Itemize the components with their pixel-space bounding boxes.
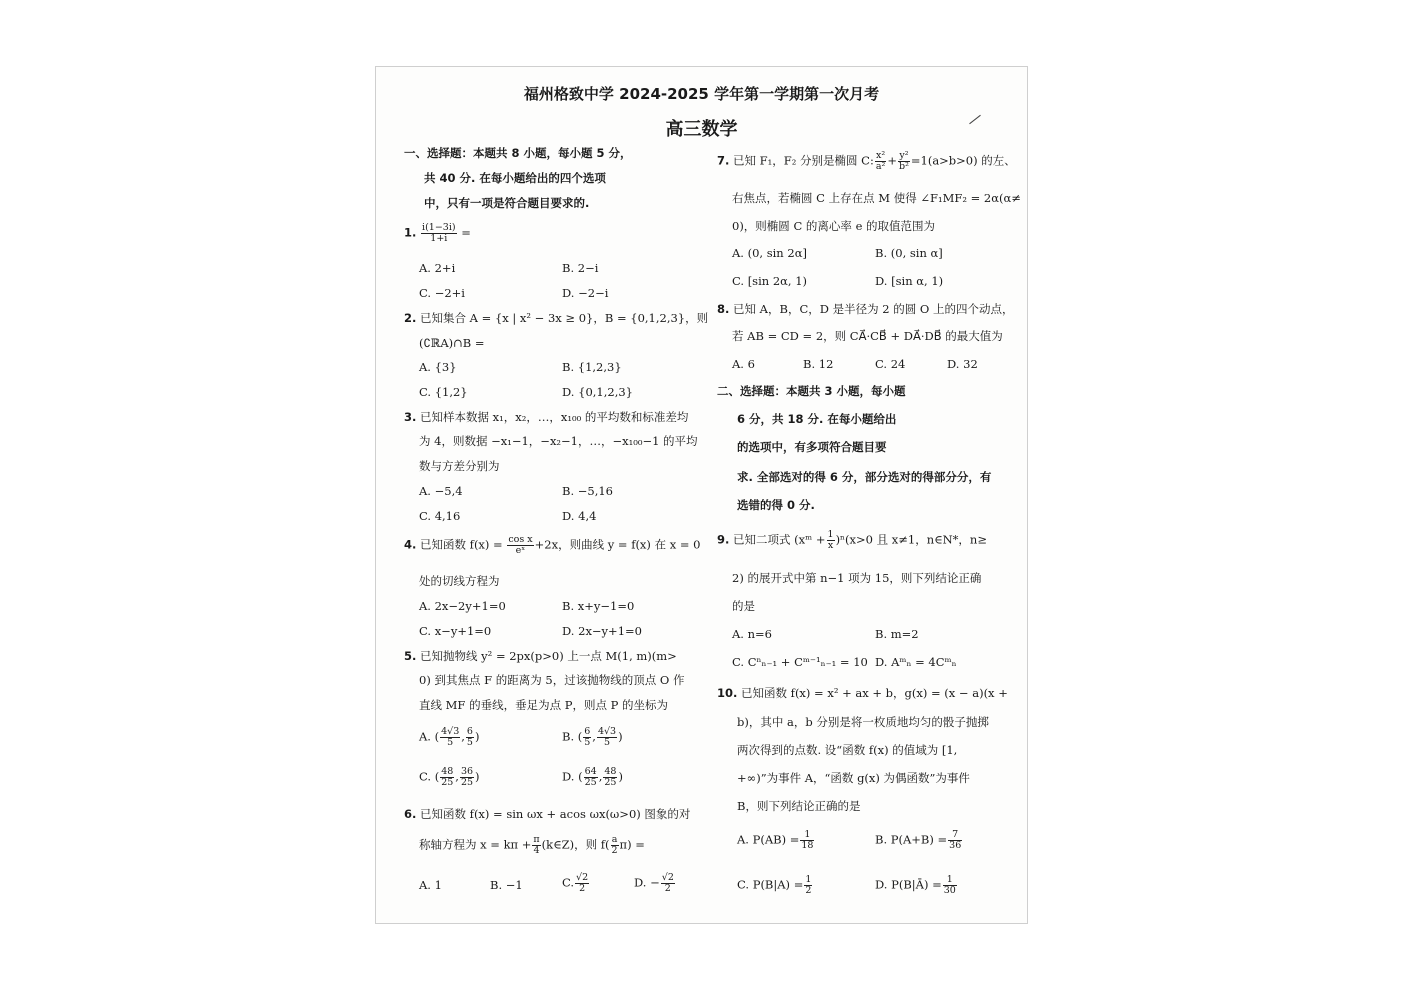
section1-line2: 共 40 分. 在每小题给出的四个选项	[424, 171, 606, 185]
q3-option-b[interactable]: B. −5,16	[562, 484, 614, 498]
q1-option-b[interactable]: B. 2−i	[562, 261, 599, 275]
q10-line2: b)，其中 a，b 分别是将一枚质地均匀的骰子抛掷	[737, 715, 989, 729]
q10-option-b[interactable]: B. P(A+B) = $\frac{7}{36}$	[875, 829, 962, 851]
exam-paper	[375, 66, 1028, 924]
q7-line3: 0)，则椭圆 C 的离心率 e 的取值范围为	[732, 219, 936, 233]
q5-option-b[interactable]: B. ( $\frac{6}{5}$ , $\frac{4√3}{5}$ )	[562, 726, 623, 748]
q5-option-c[interactable]: C. ( $\frac{48}{25}$ , $\frac{36}{25}$ )	[419, 766, 480, 788]
q6-option-b[interactable]: B. −1	[490, 878, 523, 892]
question-7: 7. 已知 F₁，F₂ 分别是椭圆 C: $\frac{\text{x²}}{\text{a²}}$ + $\frac{\text{y²}}{\text{b²}}$ =1(a>b>0) 的左、	[717, 150, 1016, 172]
q4-option-c[interactable]: C. x−y+1=0	[419, 624, 492, 638]
q4-option-a[interactable]: A. 2x−2y+1=0	[419, 599, 506, 613]
section2-line3: 的选项中，有多项符合题目要	[737, 440, 887, 454]
question-4: 4. 已知函数 f(x) = $\frac{\text{cos x}}{\text{eˣ}}$ +2x，则曲线 y = f(x) 在 x = 0	[404, 534, 701, 556]
q7-option-c[interactable]: C. [sin 2α, 1)	[732, 274, 808, 288]
section2-line2: 6 分，共 18 分. 在每小题给出	[737, 412, 897, 426]
q9-option-a[interactable]: A. n=6	[732, 627, 772, 641]
q9-option-d[interactable]: D. Aᵐₙ = 4Cᵐₙ	[875, 655, 957, 669]
q2-option-b[interactable]: B. {1,2,3}	[562, 360, 622, 374]
q8-line2: 若 AB = CD = 2，则 CA⃗·CB⃗ + DA⃗·DB⃗ 的最大值为	[732, 329, 1003, 343]
q5-line2: 0) 到其焦点 F 的距离为 5，过该抛物线的顶点 O 作	[419, 673, 685, 687]
q1-number: 1.	[404, 225, 417, 240]
section2-line1: 二、选择题：本题共 3 小题，每小题	[717, 384, 906, 398]
q3-option-c[interactable]: C. 4,16	[419, 509, 461, 523]
q1-fraction: $\frac{i(1-3i)}{1+i}$	[422, 222, 456, 244]
section2-line4: 求. 全部选对的得 6 分，部分选对的得部分分，有	[737, 470, 992, 484]
school-title: 福州格致中学 2024-2025 学年第一学期第一次月考	[523, 85, 880, 103]
q3-option-a[interactable]: A. −5,4	[419, 484, 463, 498]
q1-option-d[interactable]: D. −2−i	[562, 286, 609, 300]
question-8: 8. 已知 A，B，C，D 是半径为 2 的圆 O 上的四个动点，	[717, 302, 1014, 316]
section1-line3: 中，只有一项是符合题目要求的.	[424, 196, 590, 210]
question-2: 2. 已知集合 A = {x | x² − 3x ≥ 0}，B = {0,1,2,3}，则	[404, 311, 709, 325]
q10-line4: +∞)”为事件 A，“函数 g(x) 为偶函数”为事件	[737, 771, 970, 785]
q2-option-a[interactable]: A. {3}	[419, 360, 457, 374]
q7-option-a[interactable]: A. (0, sin 2α]	[732, 246, 807, 260]
q10-option-d[interactable]: D. P(B|Ā) = $\frac{1}{30}$	[875, 874, 956, 896]
q4-option-b[interactable]: B. x+y−1=0	[562, 599, 635, 613]
question-9: 9. 已知二项式 (xᵐ + $\frac{1}{x}$ )ⁿ(x>0 且 x≠1，n∈N*，n≥	[717, 529, 987, 551]
section1-line1: 一、选择题：本题共 8 小题，每小题 5 分，	[404, 146, 632, 160]
q8-option-b[interactable]: B. 12	[803, 357, 834, 371]
q2-line2: (∁ℝA)∩B =	[419, 336, 485, 350]
q3-option-d[interactable]: D. 4,4	[562, 509, 597, 523]
q6-option-a[interactable]: A. 1	[419, 878, 442, 892]
q8-option-d[interactable]: D. 32	[947, 357, 978, 371]
subject-title: 高三数学	[665, 119, 738, 140]
q8-option-a[interactable]: A. 6	[732, 357, 755, 371]
question-6: 6. 已知函数 f(x) = sin ωx + acos ωx(ω>0) 图象的对	[404, 807, 691, 821]
q5-line3: 直线 MF 的垂线，垂足为点 P，则点 P 的坐标为	[419, 698, 669, 712]
q1-option-a[interactable]: A. 2+i	[419, 261, 456, 275]
q1-option-c[interactable]: C. −2+i	[419, 286, 465, 300]
section2-line5: 选错的得 0 分.	[737, 498, 815, 512]
q6-option-c[interactable]: C. $\frac{√2}{2}$	[562, 872, 589, 894]
q4-fraction: $\frac{\text{cos x}}{\text{eˣ}}$	[508, 534, 533, 556]
q10-line3: 两次得到的点数. 设“函数 f(x) 的值域为 [1,	[737, 743, 958, 757]
question-10: 10. 已知函数 f(x) = x² + ax + b，g(x) = (x − a)(x +	[717, 686, 1008, 700]
q9-option-c[interactable]: C. Cⁿₙ₋₁ + Cᵐ⁻¹ₙ₋₁ = 10	[732, 655, 868, 669]
q5-option-d[interactable]: D. ( $\frac{64}{25}$ , $\frac{48}{25}$ )	[562, 766, 623, 788]
q9-line2: 2) 的展开式中第 n−1 项为 15，则下列结论正确	[732, 571, 982, 585]
q3-line2: 为 4，则数据 −x₁−1，−x₂−1，…，−x₁₀₀−1 的平均	[419, 434, 698, 448]
q2-option-c[interactable]: C. {1,2}	[419, 385, 468, 399]
q10-option-a[interactable]: A. P(AB) = $\frac{1}{18}$	[737, 829, 814, 851]
question-1: 1. $\frac{i(1-3i)}{1+i}$ =	[404, 222, 471, 244]
q6-option-d[interactable]: D. − $\frac{√2}{2}$	[634, 872, 674, 894]
q9-option-b[interactable]: B. m=2	[875, 627, 919, 641]
q6-line2: 称轴方程为 x = kπ + $\frac{\pi}{4}$ (k∈Z)，则 f( $\frac{a}{2}$ π) =	[419, 834, 645, 856]
question-3: 3. 已知样本数据 x₁，x₂，…，x₁₀₀ 的平均数和标准差均	[404, 410, 689, 424]
q10-line5: B，则下列结论正确的是	[737, 799, 861, 813]
q4-line2: 处的切线方程为	[419, 574, 500, 588]
q4-option-d[interactable]: D. 2x−y+1=0	[562, 624, 642, 638]
q7-line2: 右焦点，若椭圆 C 上存在点 M 使得 ∠F₁MF₂ = 2α(α≠	[732, 191, 1021, 205]
q3-line3: 数与方差分别为	[419, 459, 500, 473]
q8-option-c[interactable]: C. 24	[875, 357, 906, 371]
q7-option-d[interactable]: D. [sin α, 1)	[875, 274, 944, 288]
q7-option-b[interactable]: B. (0, sin α]	[875, 246, 943, 260]
question-5: 5. 已知抛物线 y² = 2px(p>0) 上一点 M(1, m)(m>	[404, 649, 677, 663]
q5-option-a[interactable]: A. ( $\frac{4√3}{5}$ , $\frac{6}{5}$ )	[419, 726, 480, 748]
q9-line3: 的是	[732, 599, 755, 613]
q2-option-d[interactable]: D. {0,1,2,3}	[562, 385, 633, 399]
q10-option-c[interactable]: C. P(B|A) = $\frac{1}{2}$	[737, 874, 812, 896]
